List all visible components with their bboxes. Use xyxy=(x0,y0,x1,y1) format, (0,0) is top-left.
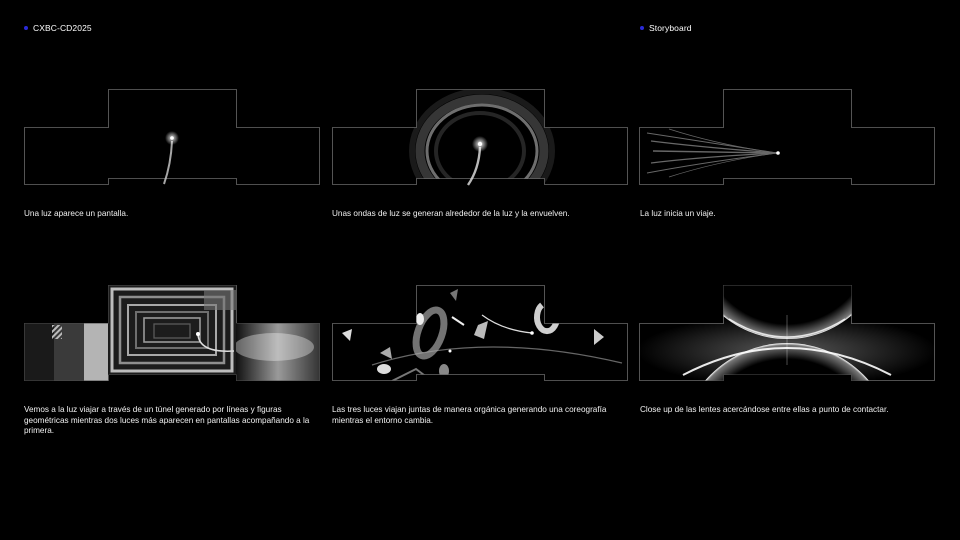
storyboard-frame-2 xyxy=(332,89,628,186)
frame-4-caption: Vemos a la luz viajar a través de un túnel generado por líneas y figuras geométricas mientras dos luces más aparecen en pantallas acompañando a la primera. xyxy=(24,405,310,435)
bullet-dot-icon xyxy=(24,26,28,30)
scene-light-waves-image xyxy=(332,89,628,186)
frame-5-caption: Las tres luces viajan juntas de manera orgánica generando una coreografía mientras el entorno cambia. xyxy=(332,405,607,425)
storyboard-frame-3 xyxy=(639,89,935,186)
scene-light-journey-image xyxy=(639,89,935,186)
bullet-dot-icon xyxy=(640,26,644,30)
storyboard-frame-6 xyxy=(639,285,935,382)
scene-lenses-close-up-image xyxy=(639,285,935,382)
section-title: Storyboard xyxy=(649,23,692,33)
frame-1-caption: Una luz aparece un pantalla. xyxy=(24,209,129,218)
project-code: CXBC-CD2025 xyxy=(33,23,92,33)
project-header xyxy=(24,23,92,33)
storyboard-frame-4 xyxy=(24,285,320,382)
frame-3-caption: La luz inicia un viaje. xyxy=(640,209,716,218)
storyboard-frame-5 xyxy=(332,285,628,382)
scene-geometric-tunnel-image xyxy=(24,285,320,382)
scene-three-lights-choreography-image xyxy=(332,285,628,382)
storyboard-frame-1 xyxy=(24,89,320,186)
section-header xyxy=(640,23,692,33)
frame-6-caption: Close up de las lentes acercándose entre ellas a punto de contactar. xyxy=(640,405,889,414)
scene-single-light-image xyxy=(24,89,320,186)
frame-2-caption: Unas ondas de luz se generan alrededor de la luz y la envuelven. xyxy=(332,209,570,218)
